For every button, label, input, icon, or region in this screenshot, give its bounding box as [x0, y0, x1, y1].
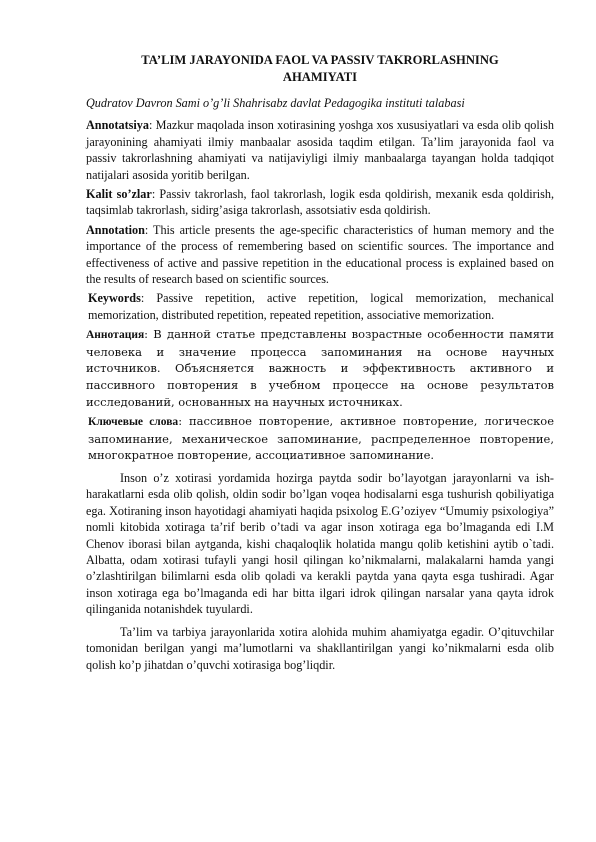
keywords-label: Keywords	[88, 291, 141, 306]
author-line: Qudratov Davron Sami o’g’li Shahrisabz davlat Pedagogika instituti talabasi	[86, 96, 465, 110]
kalit-sozlar-label: Kalit so’zlar	[86, 187, 152, 202]
annotatsiya-paragraph	[86, 117, 554, 183]
annotation-text: : This article presents the age-specific characteristics of human memory and the importance of the process of remembering based on scientific sources. The importance and effectiveness of active and passive repetition in the educational process is explained based on the results of research based on scientific sources.	[86, 222, 554, 287]
annotatsiya-ru-label: Аннотация	[86, 329, 145, 342]
annotatsiya-ru-text: : В данной статье представлены возрастные особенности памяти человека и значение процесса запоминания на основе научных источников. Объясняется важность и эффективность активного и пассивного повторения в учебном процессе на основе результатов исследований, основанных на научных источниках.	[86, 327, 554, 409]
kluchevye-slova-label: Ключевые слова	[88, 416, 179, 429]
body-paragraph: Inson o’z xotirasi yordamida hozirga paytda sodir bo’layotgan jarayonlarni va ish-harakatlarni esda olib qolish, oldin sodir bo’lgan voqea hodisalarni esga tushurish qobiliyatiga ega. Xotiraning inson hayotidagi ahamiyati haqida psixolog E.G’oziyev “Umumiy psixologiya” nomli kitobida xotiraga ta’rif berib o’tadi va agar inson xotiraga ega bo’lmaganda edi I.M Chenov iborasi bilan aytganda, kishi chaqaloqlik holatida mangu qolib ketishini aytib o`tadi. Albatta, odam xotirasi tufayli yangi hosil qilingan ko’nikmalarni, malakalarni hamda yangi o’zlashtirilgan bilimlarni esda olib qoladi va kerakli paytda yana qayta esga tushiradi. Agar inson xotiraga ega bo’lmaganda edi har bitta ilgari idrok qilingan narsalar yana qayta idrok qilinganida notanishdek tuyulardi.	[86, 471, 554, 617]
article-title: TA’LIM JARAYONIDA FAOL VA PASSIV TAKRORLASHNING AHAMIYATI	[141, 53, 499, 84]
annotatsiya-ru-paragraph	[86, 326, 554, 410]
annotation-label: Annotation	[86, 222, 145, 237]
kalit-sozlar-paragraph	[86, 186, 554, 219]
document-page	[86, 52, 554, 676]
keywords-text: : Passive repetition, active repetition, logical memorization, mechanical memorization, distributed repetition, repeated repetition, associative memorization.	[88, 291, 554, 322]
annotatsiya-label: Annotatsiya	[86, 118, 149, 133]
kluchevye-slova-text: : пассивное повторение, активное повторение, логическое запоминание, механическое запоминание, распределенное повторение, многократное повторение, ассоциативное запоминание.	[88, 414, 554, 463]
annotatsiya-text: : Mazkur maqolada inson xotirasining yoshga xos xususiyatlari va esda olib qolish jarayonining ahamiyati ilmiy manbaalar asosida taqdim etilgan. Ta’lim jarayonida faol va passiv takrorlashning ahamiyati va natijaviyligi ilmiy manbaalarga tayangan holda tadqiqot natijalari asosida yoritib berilgan.	[86, 118, 554, 182]
body-paragraph: Ta’lim va tarbiya jarayonlarida xotira alohida muhim ahamiyatga egadir. O’qituvchilar tomonidan berilgan yangi ma’lumotlarni va shakllantirilgan yangi ko’nikmalarni esda olib qolish ko’p jihatdan o’quvchi xotirasiga bog’liqdir.	[86, 624, 554, 672]
kluchevye-slova-paragraph	[86, 413, 554, 464]
annotation-paragraph	[86, 222, 554, 288]
keywords-paragraph	[86, 290, 554, 323]
kalit-sozlar-text: : Passiv takrorlash, faol takrorlash, logik esda qoldirish, mexanik esda qoldirish, taqsimlab takrorlash, sidirg’asiga takrorlash, assotsiativ esda qoldirish.	[86, 187, 554, 218]
